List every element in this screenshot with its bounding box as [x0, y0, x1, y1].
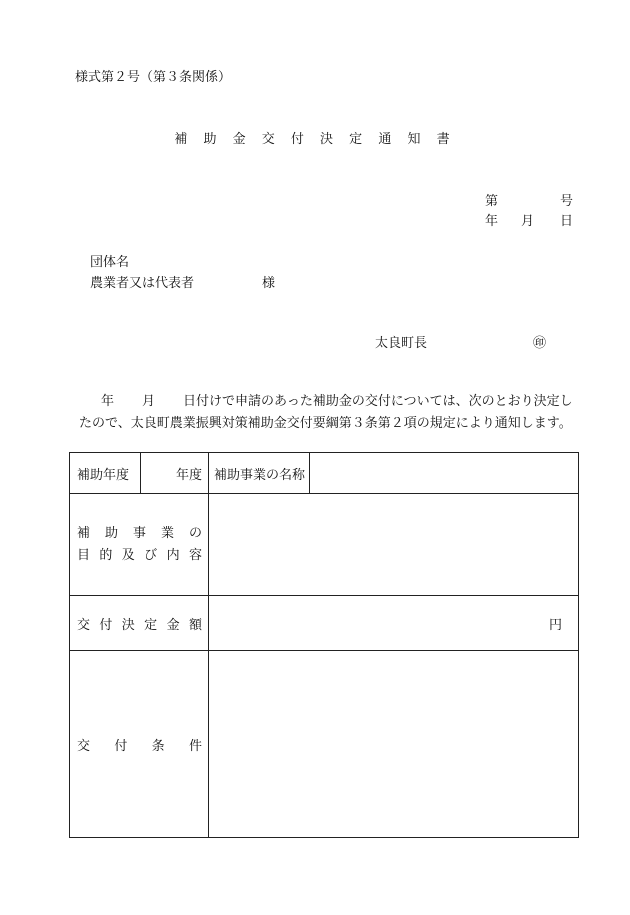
purpose-label-line2: 目 的 及 び 内 容 [77, 547, 202, 563]
table-row-amount [70, 596, 579, 651]
organization-label: 団体名 [90, 255, 130, 270]
purpose-value[interactable] [209, 494, 579, 596]
conditions-label: 交 付 条 件 [70, 651, 209, 838]
purpose-label [70, 494, 209, 596]
body-year-label: 年 [101, 394, 115, 409]
honorific-label: 様 [262, 276, 276, 291]
amount-unit: 円 [548, 617, 562, 633]
body-month-label: 月 [142, 394, 156, 409]
grant-details-table [69, 452, 579, 838]
fiscal-year-label: 補助年度 [70, 453, 141, 493]
amount-value[interactable] [209, 596, 579, 651]
form-number-label: 様式第２号（第３条関係） [75, 70, 232, 85]
document-title: 補 助 金 交 付 決 定 通 知 書 [174, 132, 456, 147]
conditions-value[interactable] [209, 651, 579, 838]
issuer-name: 太良町長 [375, 336, 428, 351]
date-year-label: 年 [485, 214, 499, 229]
table-row-purpose [70, 494, 579, 596]
body-text: 日付けで申請のあった補助金の交付については、次のとおり決定したので、太良町農業振興対策補助金交付要綱第３条第２項の規定により通知します。 [79, 394, 573, 431]
representative-label: 農業者又は代表者 [90, 276, 195, 291]
reference-number-prefix: 第 [485, 194, 499, 209]
notice-body [79, 391, 579, 435]
project-name-value[interactable] [310, 453, 578, 493]
project-name-label: 補助事業の名称 [209, 453, 310, 493]
fiscal-year-unit: 年度 [141, 453, 209, 493]
seal-mark: ㊞ [533, 336, 547, 351]
date-month-label: 月 [521, 214, 535, 229]
date-day-label: 日 [560, 214, 574, 229]
amount-label: 交 付 決 定 金 額 [70, 596, 209, 651]
purpose-label-line1: 補 助 事 業 の [77, 525, 202, 541]
table-row-fiscal-year [70, 453, 579, 494]
reference-number-suffix: 号 [560, 194, 574, 209]
table-row-conditions [70, 651, 579, 838]
